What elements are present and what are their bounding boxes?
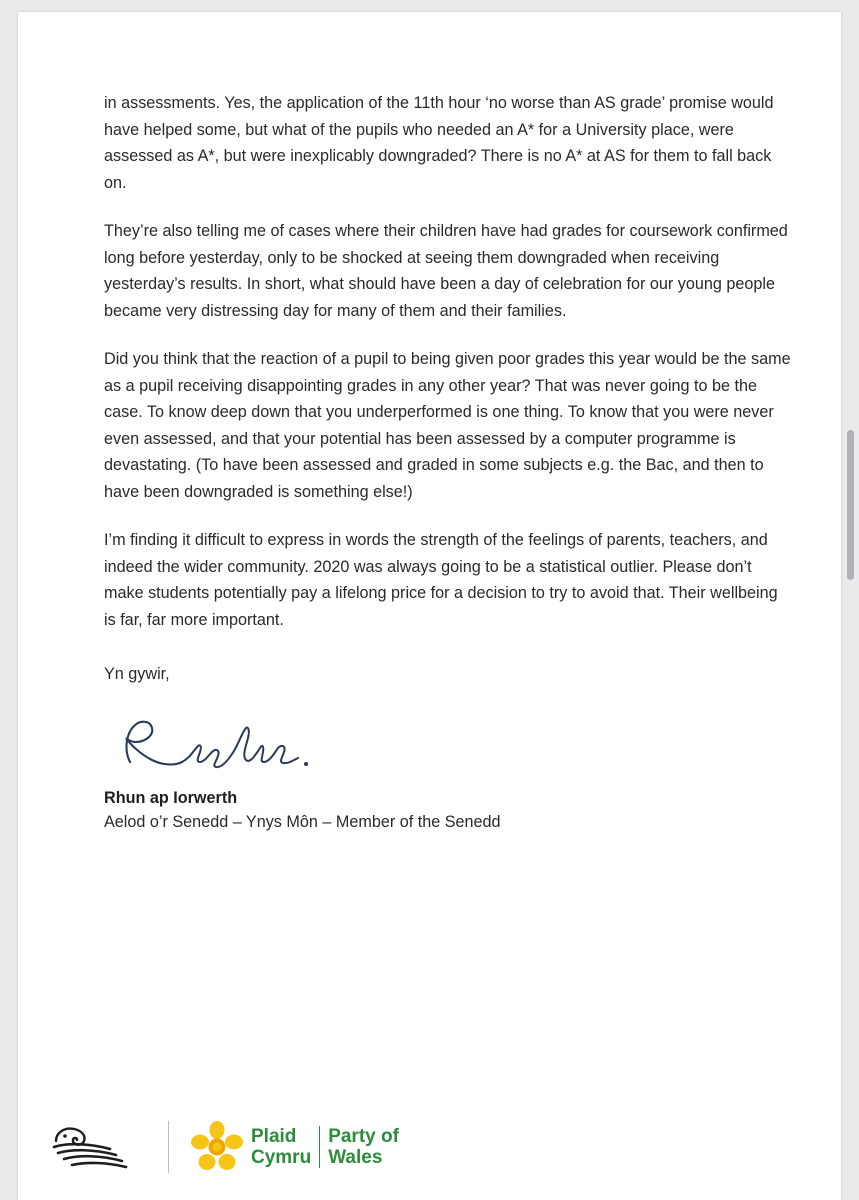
paragraph-2: They’re also telling me of cases where their children have had grades for coursework confirmed long before yesterday, only to be shocked at seeing them downgraded when receiving yesterday’s results. In short, what should have been a day of celebration for our young people became very distressing day for many of them and their families. — [104, 222, 788, 320]
signer-role: Aelod o’r Senedd – Ynys Môn – Member of the Senedd — [104, 812, 501, 831]
letter-page — [18, 12, 841, 1200]
plaid-logo-divider — [319, 1126, 320, 1168]
plaid-cymru-logo — [191, 1121, 399, 1173]
vertical-scrollbar[interactable] — [847, 0, 857, 1200]
plaid-welsh-line-2: Cymru — [251, 1147, 312, 1168]
plaid-english-line-2: Wales — [328, 1147, 383, 1168]
letter-footer — [18, 1080, 841, 1200]
signer-name: Rhun ap Iorwerth — [104, 788, 238, 807]
scrollbar-thumb[interactable] — [847, 430, 854, 580]
paragraph-1: in assessments. Yes, the application of the 11th hour ‘no worse than AS grade’ promise would have helped some, but what of the pupils who needed an A* for a University place, were assessed as A*, but were inexplicably downgraded? There is no A* at AS for them to fall back on. — [104, 94, 774, 192]
plaid-english-line-1: Party of — [328, 1126, 399, 1147]
footer-divider — [168, 1121, 169, 1173]
paragraph-3: Did you think that the reaction of a pupil to being given poor grades this year would be the same as a pupil receiving disappointing grades in any other year? That was never going to be the case. To know deep down that you underperformed is one thing. To know that you were never even assessed, and that your potential has been assessed by a computer programme is devastating. (To have been assessed and graded in some subjects e.g. the Bac, and then to have been downgraded is something else!) — [104, 350, 791, 501]
letter-body — [104, 90, 792, 834]
daffodil-icon — [191, 1121, 243, 1173]
senedd-dragon-logo — [48, 1121, 144, 1173]
paragraph-4: I’m finding it difficult to express in words the strength of the feelings of parents, teachers, and indeed the wider community. 2020 was always going to be a statistical outlier. Please don’t make students potentially pay a lifelong price for a decision to try to avoid that. Their wellbeing is far, far more important. — [104, 531, 778, 629]
signoff-text: Yn gywir, — [104, 665, 170, 683]
plaid-welsh-line-1: Plaid — [251, 1126, 297, 1147]
handwritten-signature — [104, 710, 792, 782]
